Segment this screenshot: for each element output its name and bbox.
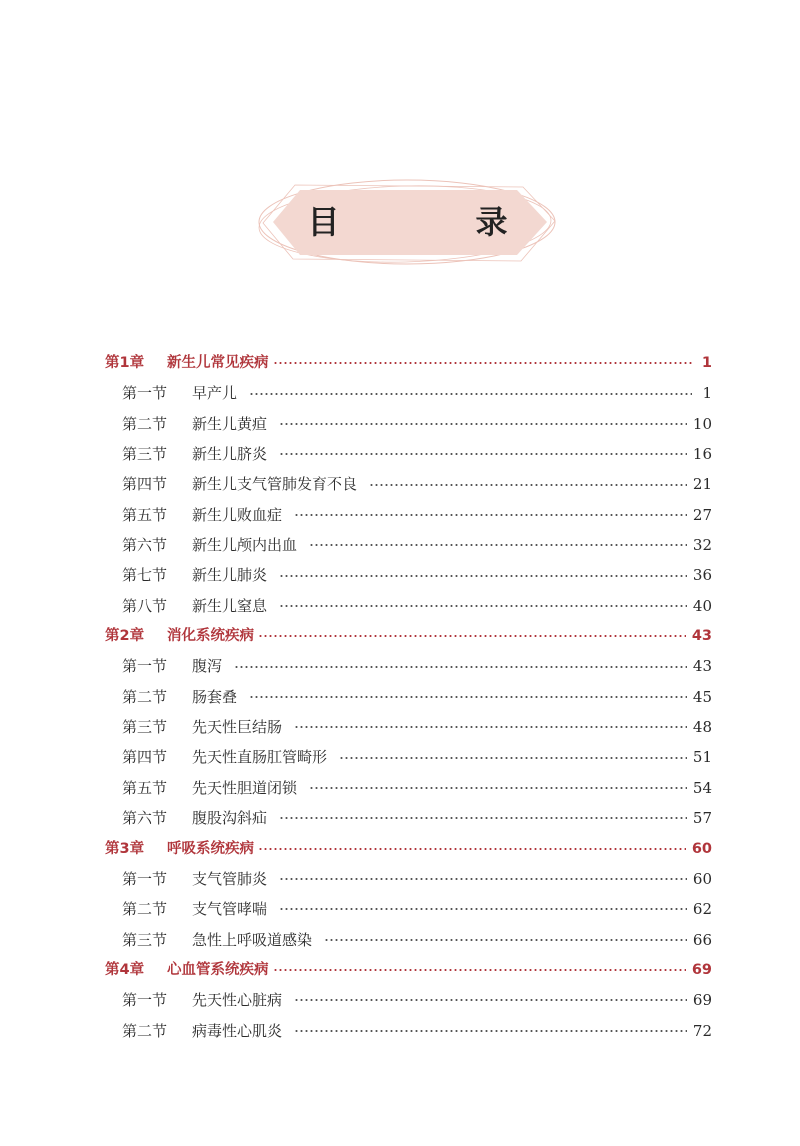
section-title: 新生儿败血症 xyxy=(192,505,283,524)
leader-dots xyxy=(339,751,687,765)
leader-dots xyxy=(279,902,687,916)
section-title: 先天性巨结肠 xyxy=(192,718,283,737)
toc-section-row[interactable] xyxy=(105,560,712,590)
toc-chapter-row[interactable] xyxy=(105,834,712,864)
toc-section-row[interactable] xyxy=(105,864,712,894)
chapter-label: 第1章 xyxy=(105,355,145,371)
toc-chapter-row[interactable] xyxy=(105,621,712,651)
page-number: 69 xyxy=(691,961,712,978)
section-label: 第一节 xyxy=(122,869,168,888)
section-title: 新生儿颅内出血 xyxy=(192,536,298,555)
chapter-title: 消化系统疾病 xyxy=(167,628,254,645)
page-number: 54 xyxy=(692,778,712,797)
leader-dots xyxy=(369,478,687,492)
section-label: 第二节 xyxy=(122,900,168,919)
table-of-contents xyxy=(105,348,712,1046)
page-number: 27 xyxy=(692,505,712,524)
leader-dots xyxy=(258,842,686,856)
toc-section-row[interactable] xyxy=(105,651,712,681)
chapter-title: 心血管系统疾病 xyxy=(167,961,269,978)
section-title: 新生儿窒息 xyxy=(192,596,268,615)
section-title: 支气管肺炎 xyxy=(192,869,268,888)
page-number: 72 xyxy=(692,1021,712,1040)
leader-dots xyxy=(309,781,687,795)
page-number: 60 xyxy=(692,869,712,888)
toc-section-row[interactable] xyxy=(105,773,712,803)
leader-dots xyxy=(324,933,687,947)
title-badge xyxy=(255,175,560,270)
leader-dots xyxy=(279,811,687,825)
section-title: 急性上呼吸道感染 xyxy=(192,930,313,949)
leader-dots xyxy=(258,629,686,643)
section-title: 新生儿支气管肺发育不良 xyxy=(192,475,358,494)
leader-dots xyxy=(279,447,687,461)
leader-dots xyxy=(279,569,687,583)
section-label: 第六节 xyxy=(122,809,168,828)
leader-dots xyxy=(273,356,693,370)
section-label: 第二节 xyxy=(122,414,168,433)
leader-dots xyxy=(279,872,687,886)
section-title: 先天性胆道闭锁 xyxy=(192,778,298,797)
page-number: 43 xyxy=(691,628,712,645)
page-number: 60 xyxy=(691,840,712,857)
toc-section-row[interactable] xyxy=(105,985,712,1015)
page-number: 16 xyxy=(692,445,712,464)
page-number: 36 xyxy=(692,566,712,585)
section-label: 第五节 xyxy=(122,505,168,524)
section-label: 第一节 xyxy=(122,991,168,1010)
toc-section-row[interactable] xyxy=(105,925,712,955)
toc-section-row[interactable] xyxy=(105,439,712,469)
page-number: 40 xyxy=(692,596,712,615)
section-title: 先天性心脏病 xyxy=(192,991,283,1010)
section-title: 腹股沟斜疝 xyxy=(192,809,268,828)
page-number: 45 xyxy=(692,687,712,706)
toc-section-row[interactable] xyxy=(105,1016,712,1046)
chapter-label: 第2章 xyxy=(105,628,145,645)
section-label: 第三节 xyxy=(122,718,168,737)
toc-section-row[interactable] xyxy=(105,894,712,924)
page-number: 57 xyxy=(692,809,712,828)
page-number: 48 xyxy=(692,718,712,737)
leader-dots xyxy=(279,417,687,431)
toc-chapter-row[interactable] xyxy=(105,348,712,378)
chapter-label: 第4章 xyxy=(105,961,145,978)
section-label: 第五节 xyxy=(122,778,168,797)
section-label: 第三节 xyxy=(122,930,168,949)
leader-dots xyxy=(294,993,687,1007)
section-title: 肠套叠 xyxy=(192,687,238,706)
leader-dots xyxy=(234,660,687,674)
toc-section-row[interactable] xyxy=(105,712,712,742)
section-label: 第三节 xyxy=(122,445,168,464)
toc-chapter-row[interactable] xyxy=(105,955,712,985)
section-title: 腹泻 xyxy=(192,657,223,676)
page-number: 32 xyxy=(692,536,712,555)
page-number: 62 xyxy=(692,900,712,919)
chapter-label: 第3章 xyxy=(105,840,145,857)
toc-section-row[interactable] xyxy=(105,500,712,530)
toc-section-row[interactable] xyxy=(105,742,712,772)
leader-dots xyxy=(249,690,687,704)
section-label: 第四节 xyxy=(122,748,168,767)
toc-section-row[interactable] xyxy=(105,469,712,499)
section-title: 早产儿 xyxy=(192,384,238,403)
page-number: 66 xyxy=(692,930,712,949)
section-label: 第一节 xyxy=(122,384,168,403)
section-label: 第二节 xyxy=(122,1021,168,1040)
page-number: 21 xyxy=(692,475,712,494)
section-label: 第七节 xyxy=(122,566,168,585)
toc-section-row[interactable] xyxy=(105,378,712,408)
section-label: 第二节 xyxy=(122,687,168,706)
chapter-title: 呼吸系统疾病 xyxy=(167,840,254,857)
toc-section-row[interactable] xyxy=(105,682,712,712)
leader-dots xyxy=(249,387,692,401)
section-title: 新生儿黄疸 xyxy=(192,414,268,433)
section-title: 病毒性心肌炎 xyxy=(192,1021,283,1040)
page-number: 10 xyxy=(692,414,712,433)
page-number: 1 xyxy=(702,384,712,403)
section-title: 新生儿肺炎 xyxy=(192,566,268,585)
leader-dots xyxy=(273,963,686,977)
toc-section-row[interactable] xyxy=(105,803,712,833)
page-number: 43 xyxy=(692,657,712,676)
section-label: 第四节 xyxy=(122,475,168,494)
page-number: 51 xyxy=(692,748,712,767)
toc-section-row[interactable] xyxy=(105,409,712,439)
chapter-title: 新生儿常见疾病 xyxy=(167,355,269,371)
section-title: 支气管哮喘 xyxy=(192,900,268,919)
toc-section-row[interactable] xyxy=(105,530,712,560)
leader-dots xyxy=(294,508,687,522)
page-number: 69 xyxy=(692,991,712,1010)
page-title: 目 录 xyxy=(307,203,560,241)
leader-dots xyxy=(309,538,687,552)
section-title: 先天性直肠肛管畸形 xyxy=(192,748,328,767)
section-label: 第六节 xyxy=(122,536,168,555)
leader-dots xyxy=(294,720,687,734)
leader-dots xyxy=(279,599,687,613)
page-number: 1 xyxy=(701,355,712,371)
leader-dots xyxy=(294,1024,687,1038)
section-title: 新生儿脐炎 xyxy=(192,445,268,464)
section-label: 第一节 xyxy=(122,657,168,676)
section-label: 第八节 xyxy=(122,596,168,615)
toc-section-row[interactable] xyxy=(105,591,712,621)
